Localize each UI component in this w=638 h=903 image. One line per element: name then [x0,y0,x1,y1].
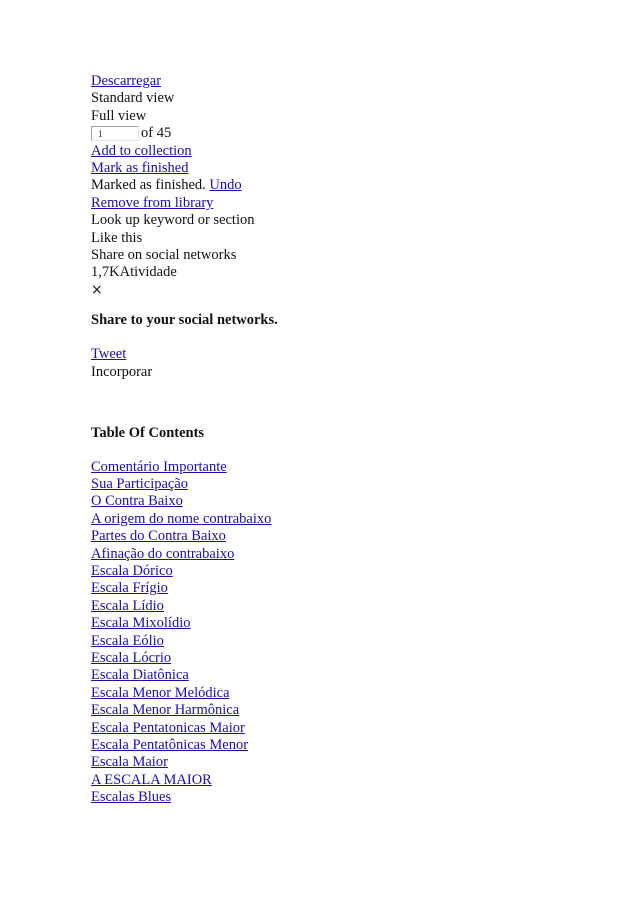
add-to-collection-link[interactable]: Add to collection [91,142,192,159]
mark-as-finished-link[interactable]: Mark as finished [91,159,189,176]
list-item [91,546,591,563]
toc-link[interactable]: Escala Eólio [91,632,164,649]
page-number-input[interactable] [91,126,139,141]
list-item [91,720,591,737]
list-item [91,737,591,754]
toc-link[interactable]: Escala Lídio [91,597,164,614]
like-button[interactable]: Like this [91,229,143,246]
toc-link[interactable]: Escala Maior [91,754,168,771]
toc-link[interactable]: Afinação do contrabaixo [91,545,235,562]
list-item [91,702,591,719]
remove-from-library-link[interactable]: Remove from library [91,194,214,211]
toc-link[interactable]: Sua Participação [91,476,189,493]
toc-link[interactable]: Escala Menor Melódica [91,684,230,701]
list-item [91,650,591,667]
undo-link[interactable]: Undo [209,177,242,194]
embed-option[interactable]: Incorporar [91,363,153,380]
toc-link[interactable]: Escalas Blues [91,789,172,806]
list-item [91,528,591,545]
list-item [91,685,591,702]
list-item [91,772,591,789]
list-item [91,476,591,493]
document-page [91,73,591,806]
toc-link[interactable]: Comentário Importante [91,458,227,475]
list-item [91,789,591,806]
close-icon[interactable]: × [91,281,103,298]
list-item [91,754,591,771]
toc-link[interactable]: Escala Pentatônicas Menor [91,736,249,753]
list-item [91,615,591,632]
toc-link[interactable]: Escala Dórico [91,562,173,579]
toc-link[interactable]: Escala Mixolídio [91,615,191,632]
list-item [91,580,591,597]
share-social-option[interactable]: Share on social networks [91,246,237,263]
list-item [91,633,591,650]
list-item [91,667,591,684]
table-of-contents [91,459,591,807]
page-navigator [91,125,591,142]
marked-finished-text: Marked as finished. [91,177,206,194]
list-item [91,563,591,580]
full-view-option[interactable]: Full view [91,107,147,124]
activity-count[interactable]: 1,7KAtividade [91,264,177,281]
list-item [91,459,591,476]
toc-link[interactable]: Escala Pentatonicas Maior [91,719,245,736]
list-item [91,511,591,528]
toc-link[interactable]: Escala Menor Harmônica [91,702,240,719]
marked-finished-status [91,177,591,194]
standard-view-option[interactable]: Standard view [91,90,175,107]
toc-link[interactable]: Escala Diatônica [91,667,189,684]
download-link[interactable]: Descarregar [91,73,162,89]
toc-link[interactable]: Escala Lócrio [91,649,172,666]
toc-link[interactable]: A origem do nome contrabaixo [91,510,272,527]
share-heading: Share to your social networks. [91,312,278,329]
tweet-link[interactable]: Tweet [91,346,127,363]
toc-heading: Table Of Contents [91,425,205,442]
lookup-keyword-option[interactable]: Look up keyword or section [91,212,255,229]
toc-link[interactable]: O Contra Baixo [91,493,183,510]
toc-link[interactable]: A ESCALA MAIOR [91,771,212,788]
list-item [91,493,591,510]
page-count-label: of 45 [141,125,172,142]
toc-link[interactable]: Partes do Contra Baixo [91,528,226,545]
list-item [91,598,591,615]
toc-link[interactable]: Escala Frígio [91,580,168,597]
